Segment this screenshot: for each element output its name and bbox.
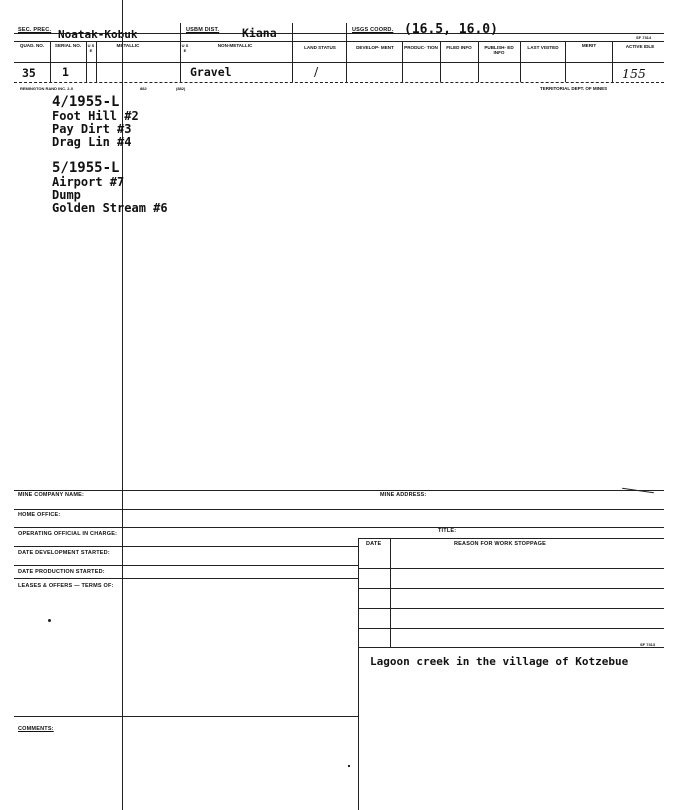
imprint-code-2: (882) <box>176 86 186 91</box>
metallic-header: METALLIC <box>116 43 140 48</box>
header-line-bottom <box>14 82 664 83</box>
usgs-coord-value: (16.5, 16.0) <box>404 22 498 37</box>
stoppage-row-line <box>358 568 664 569</box>
entries-group-1 <box>52 95 139 149</box>
date-production-started-label: DATE PRODUCTION STARTED: <box>18 569 105 575</box>
non-metallic-value: Gravel <box>190 65 232 79</box>
mine-company-line <box>14 490 664 491</box>
dept-imprint: TERRITORIAL DEPT. OF MINES <box>540 86 608 91</box>
stoppage-table-top <box>358 538 664 539</box>
home-office-label: HOME OFFICE: <box>18 512 61 518</box>
stoppage-table-bottom <box>358 647 664 648</box>
date-development-started-label: DATE DEVELOPMENT STARTED: <box>18 550 110 556</box>
col-divider <box>346 23 347 82</box>
operating-official-label: OPERATING OFFICIAL IN CHARGE: <box>18 531 118 537</box>
col-divider <box>96 41 97 82</box>
header-line-sub <box>14 62 664 63</box>
date-column-divider <box>390 538 391 648</box>
title-label: TITLE: <box>438 528 457 534</box>
stoppage-row-line <box>358 628 664 629</box>
quad-value: 35 <box>22 66 36 80</box>
operating-official-line <box>14 527 664 528</box>
right-panel-divider <box>358 538 359 810</box>
col-divider <box>440 41 441 82</box>
col-divider <box>612 41 613 82</box>
entry-item: Drag Lin #4 <box>52 135 132 149</box>
usbm-dist-label: USBM DIST. <box>186 27 220 33</box>
use-header: U S E <box>87 43 95 53</box>
usgs-coord-label: USGS COORD. <box>352 27 394 33</box>
active-idle-header: ACTIVE IDLE <box>625 44 655 49</box>
stoppage-row-line <box>358 588 664 589</box>
non-metallic-header: NON-METALLIC <box>217 43 253 48</box>
date-header: DATE <box>366 541 382 547</box>
development-header: DEVELOP- MENT <box>356 45 394 50</box>
land-status-mark: / <box>314 64 319 79</box>
reason-header: REASON FOR WORK STOPPAGE <box>454 541 546 547</box>
serial-no-header: SERIAL NO. <box>54 43 82 48</box>
use-header: U S E <box>181 43 189 53</box>
col-divider <box>478 41 479 82</box>
imprint-code: 882 <box>140 86 147 91</box>
entry-item: Airport #7 <box>52 175 125 189</box>
comments-label: COMMENTS: <box>18 726 54 732</box>
entry-item: Dump <box>52 188 81 202</box>
entry-item: Golden Stream #6 <box>52 201 168 215</box>
published-info-header: PUBLISH- ED INFO <box>484 45 514 55</box>
stoppage-row-line <box>358 608 664 609</box>
form-code: SF 7314 <box>636 35 652 40</box>
leases-offers-label: LEASES & OFFERS — TERMS OF: <box>18 583 114 589</box>
land-status-header: LAND STATUS <box>304 45 336 50</box>
col-divider <box>520 41 521 82</box>
last-visited-header: LAST VISITED <box>527 45 559 50</box>
header-line-mid <box>14 41 664 42</box>
serial-value: 1 <box>62 65 69 79</box>
leases-line <box>14 578 358 579</box>
usbm-dist-value: Kiana <box>242 26 277 40</box>
group2-date: 5/1955-L <box>52 160 120 176</box>
speck <box>48 619 51 622</box>
col-divider <box>402 41 403 82</box>
printer-imprint: REMINGTON RAND INC. 2-0 <box>20 86 74 91</box>
home-office-line <box>14 509 664 510</box>
entries-group-2 <box>52 161 168 215</box>
group1-date: 4/1955-L <box>52 94 120 110</box>
location-note: Lagoon creek in the village of Kotzebue <box>370 655 629 668</box>
form-code-small: SF 7313 <box>640 642 656 647</box>
quad-no-header: QUAD. NO. <box>19 43 45 48</box>
filed-info-header: FILED INFO <box>446 45 472 50</box>
active-idle-mark: 155 <box>622 66 646 81</box>
mine-company-name-label: MINE COMPANY NAME: <box>18 492 85 498</box>
entry-item: Pay Dirt #3 <box>52 122 132 136</box>
col-divider <box>565 41 566 82</box>
dev-started-line <box>14 546 358 547</box>
production-header: PRODUC- TION <box>404 45 438 50</box>
prod-started-line <box>14 565 358 566</box>
entry-item: Foot Hill #2 <box>52 109 139 123</box>
mine-address-label: MINE ADDRESS: <box>380 492 427 498</box>
comments-top-line <box>14 716 358 717</box>
merit-header: MERIT <box>581 43 597 48</box>
sec-prec-label: SEC. PREC. <box>18 27 52 33</box>
speck <box>348 765 350 767</box>
sec-prec-value: Noatak-Kobuk <box>58 28 138 41</box>
col-divider <box>292 23 293 82</box>
